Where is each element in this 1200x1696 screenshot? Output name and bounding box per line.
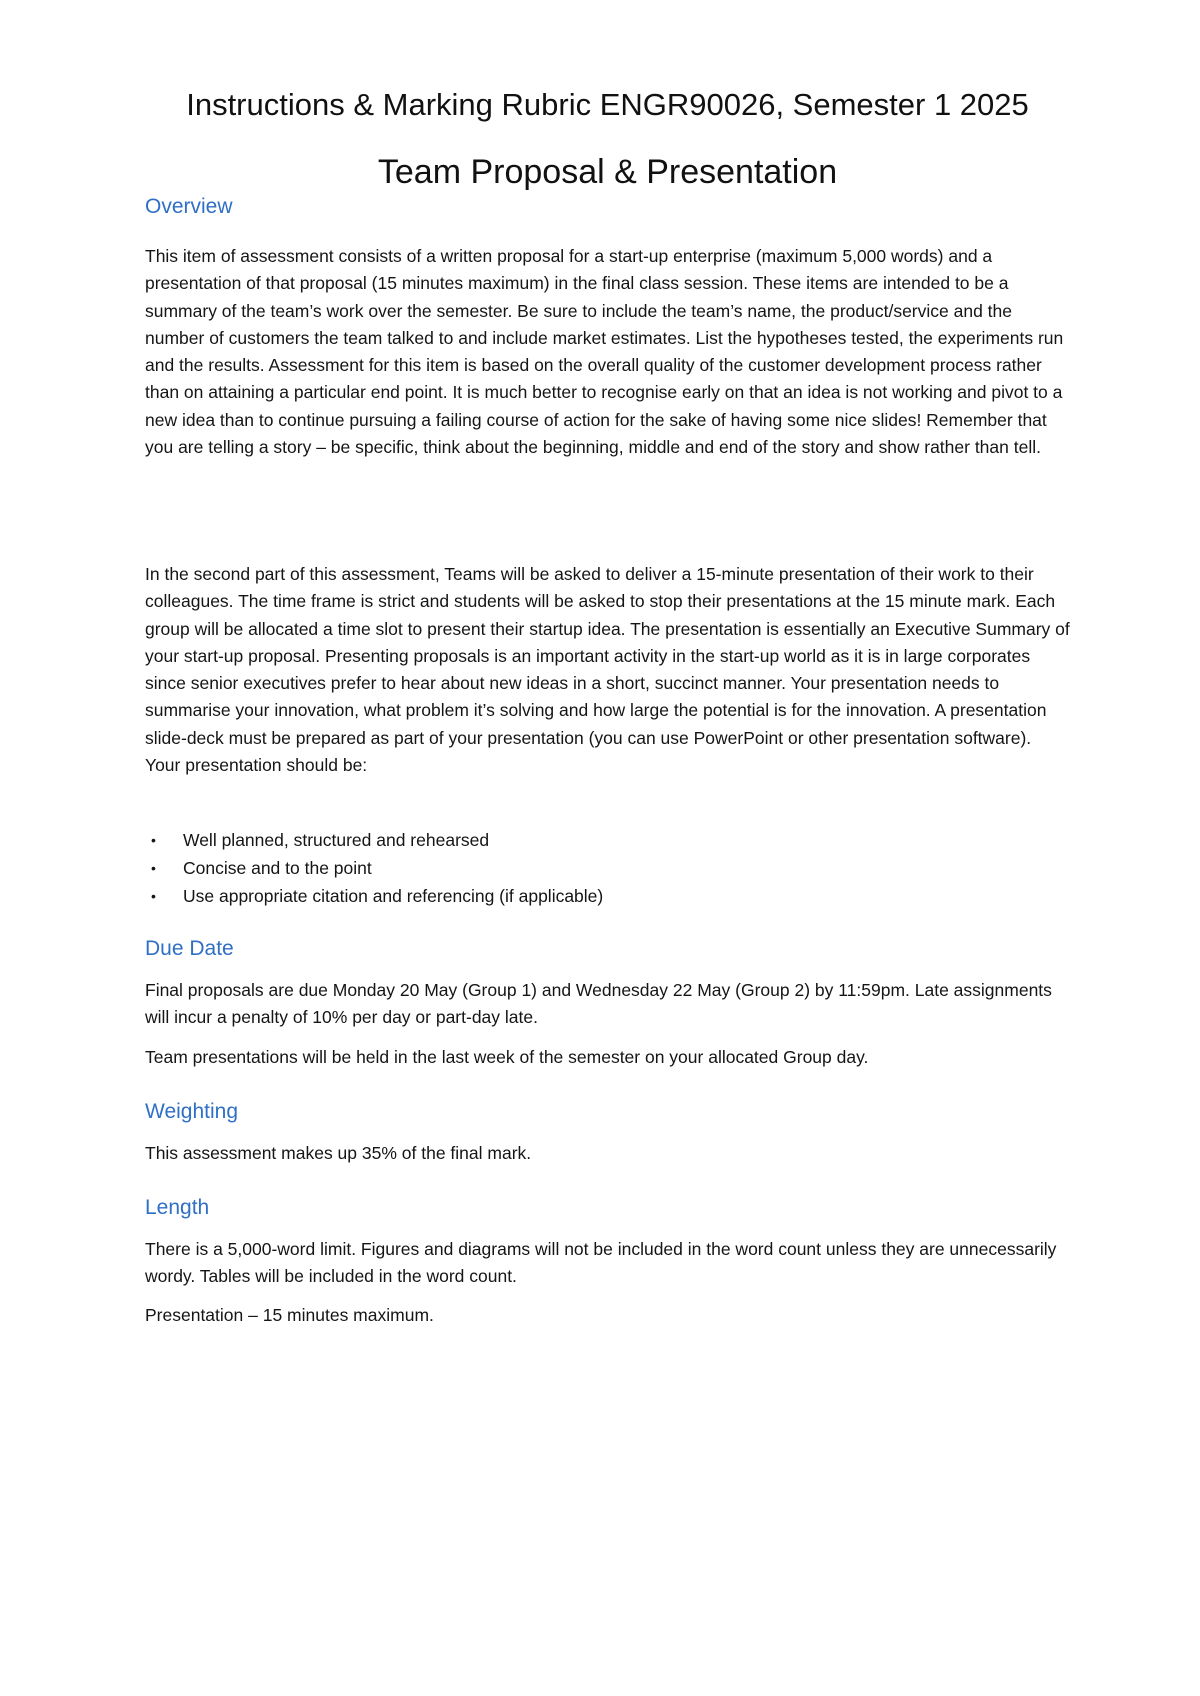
overview-paragraph: This item of assessment consists of a written proposal for a start-up enterprise (maximum 5,000 words) and a presentation of that proposal (15 minutes maximum) in the final class session. These items are intended to be a summary of the team’s work over the semester. Be sure to include the team’s name, the product/service and the number of customers the team talked to and include market estimates. List the hypotheses tested, the experiments run and the results. Assessment for this item is based on the overall quality of the customer development process rather than on attaining a particular end point. It is much better to recognise early on that an idea is not working and pivot to a new idea than to continue pursuing a failing course of action for the sake of having some nice slides! Remember that you are telling a story – be specific, think about the beginning, middle and end of the story and show rather than tell. [145, 246, 1064, 458]
overview-heading: Overview [145, 195, 233, 218]
list-item-text: Well planned, structured and rehearsed [183, 830, 490, 850]
weighting-heading: Weighting [145, 1100, 239, 1123]
document-title: Instructions & Marking Rubric ENGR90026, Semester 1 2025 [186, 87, 1029, 122]
list-item [145, 854, 1070, 882]
bullet-icon: • [151, 860, 156, 876]
bullet-icon: • [151, 888, 156, 904]
due-date-heading: Due Date [145, 937, 234, 960]
presentation-requirements-list [145, 826, 1070, 910]
document-subtitle: Team Proposal & Presentation [377, 153, 838, 191]
weighting-paragraph: This assessment makes up 35% of the final mark. [145, 1143, 532, 1163]
length-heading: Length [145, 1196, 210, 1219]
presentation-schedule-paragraph: Team presentations will be held in the last week of the semester on your allocated Group day. [145, 1047, 869, 1067]
list-item [145, 826, 1070, 854]
list-item-text: Concise and to the point [183, 858, 372, 878]
list-item [145, 882, 1070, 910]
presentation-length-paragraph: Presentation – 15 minutes maximum. [145, 1305, 434, 1325]
due-date-paragraph: Final proposals are due Monday 20 May (Group 1) and Wednesday 22 May (Group 2) by 11:59pm. Late assignments will incur a penalty of 10% per day or part-day late. [145, 980, 1052, 1028]
list-item-text: Use appropriate citation and referencing (if applicable) [183, 886, 604, 906]
length-paragraph: There is a 5,000-word limit. Figures and diagrams will not be included in the word count unless they are unnecessarily wordy. Tables will be included in the word count. [145, 1239, 1057, 1287]
presentation-paragraph: In the second part of this assessment, Teams will be asked to deliver a 15-minute presentation of their work to their colleagues. The time frame is strict and students will be asked to stop their presentations at the 15 minute mark. Each group will be allocated a time slot to present their startup idea. The presentation is essentially an Executive Summary of your start-up proposal. Presenting proposals is an important activity in the start-up world as it is in large corporates since senior executives prefer to hear about new ideas in a short, succinct manner. Your presentation needs to summarise your innovation, what problem it’s solving and how large the potential is for the innovation. A presentation slide-deck must be prepared as part of your presentation (you can use PowerPoint or other presentation software). Your presentation should be: [145, 564, 1070, 776]
bullet-icon: • [151, 832, 156, 848]
